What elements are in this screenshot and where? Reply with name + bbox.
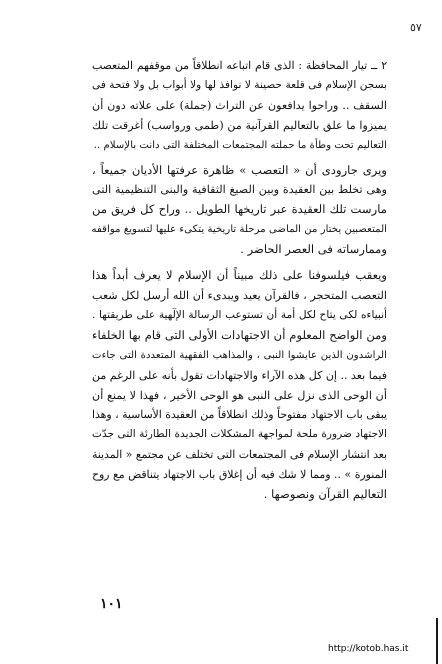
text-line: ومن الواضح المعلوم أن الاجتهادات الأولى التى قام بها الخلفاء <box>92 327 387 342</box>
text-line: التعاليم تحت وطأة ما حملته المجتمعات المختلفة التى دانت بالإسلام .. <box>93 139 387 151</box>
text-line: ٢ ــ تيار المحافظة : الذى قام اتباعه انطلاقاً من موقفهم المتعصب <box>92 59 387 72</box>
text-line: يميزوا ما علق بالتعاليم القرآنية من (طمى ورواسب) أغرقت تلك <box>92 118 387 132</box>
body-text <box>92 56 387 505</box>
text-line: بعد انتشار الإسلام فى المجتمعات التى تختلف عن مجتمع « المدينة <box>92 448 387 462</box>
text-line: التعصب المتحجر ، فالقرآن يعيد ويبدىء أن الله أرسل لكل شعب <box>92 288 387 302</box>
text-line: المنورة » .. ومما لا شك فيه أن إغلاق باب الاجتهاد يتناقض مع روح <box>92 468 387 482</box>
text-line: المتعصبين يختار من الماضى مرحلة تاريخية يتكىء عليها لتسويغ مواقفه <box>92 224 387 236</box>
text-line: الاجتهاد ضرورة ملحة لمواجهة المشكلات الجديدة الطارئة التى جدّت <box>92 428 387 441</box>
text-line: مارست تلك العقيدة عبر تاريخها الطويل .. وراح كل فريق من <box>92 202 387 217</box>
text-line: فيما بعد .. إن كل هذه الآراء والاجتهادات تقول بأنه على الرغم من <box>92 368 387 382</box>
paragraph-conservatism-current <box>92 56 387 156</box>
text-line: وهى تخلط بين العقيدة وبين الصيغ الثقافية والبنى التنظيمية التى <box>92 183 387 197</box>
text-line: ويرى جارودى أن « التعصب » ظاهرة عرفتها الأديان جميعاً ، <box>92 162 387 177</box>
text-line: الراشدون الذين عايشوا النبى ، والمذاهب الفقهية المتعددة التى جاءت <box>92 349 387 361</box>
text-line: ويعقب فيلسوفنا على ذلك مبيناً أن الإسلام لا يعرف أبداً هذا <box>92 268 387 283</box>
text-line: السقف .. وراحوا يدافعون عن التراث (جملة) على علاته دون أن <box>92 98 387 112</box>
bottom-page-number: ١٠١ <box>100 596 123 612</box>
text-line: يبقى باب الاجتهاد مفتوحاً وذلك انطلاقاً من العقيدة الأساسية ، وهذا <box>92 408 387 422</box>
text-line: أن الوحى الذى نزل على النبى هو الوحى الأخير ، فهذا لا يمنع أن <box>92 388 387 402</box>
text-line: أنبياءه لكى يتاح لكل أمة أن تستوعب الرسالة الإلٓهية على طريقتها . <box>92 308 387 321</box>
top-page-number: ٥٧ <box>410 21 422 34</box>
text-line: التعاليم القرآن ونصوصها . <box>263 487 387 502</box>
text-line: بسجن الإسلام فى قلعة حصينة لا نوافذ لها ولا أبواب بل ولا فتحة فى <box>92 78 387 91</box>
paragraph-ijtihad <box>92 266 387 505</box>
watermark-url: http://kotob.has.it <box>328 644 409 654</box>
paragraph-fanaticism <box>92 161 387 261</box>
scan-edge-mark <box>436 618 438 664</box>
text-line: وممارساته فى العصر الحاضر . <box>240 242 387 257</box>
